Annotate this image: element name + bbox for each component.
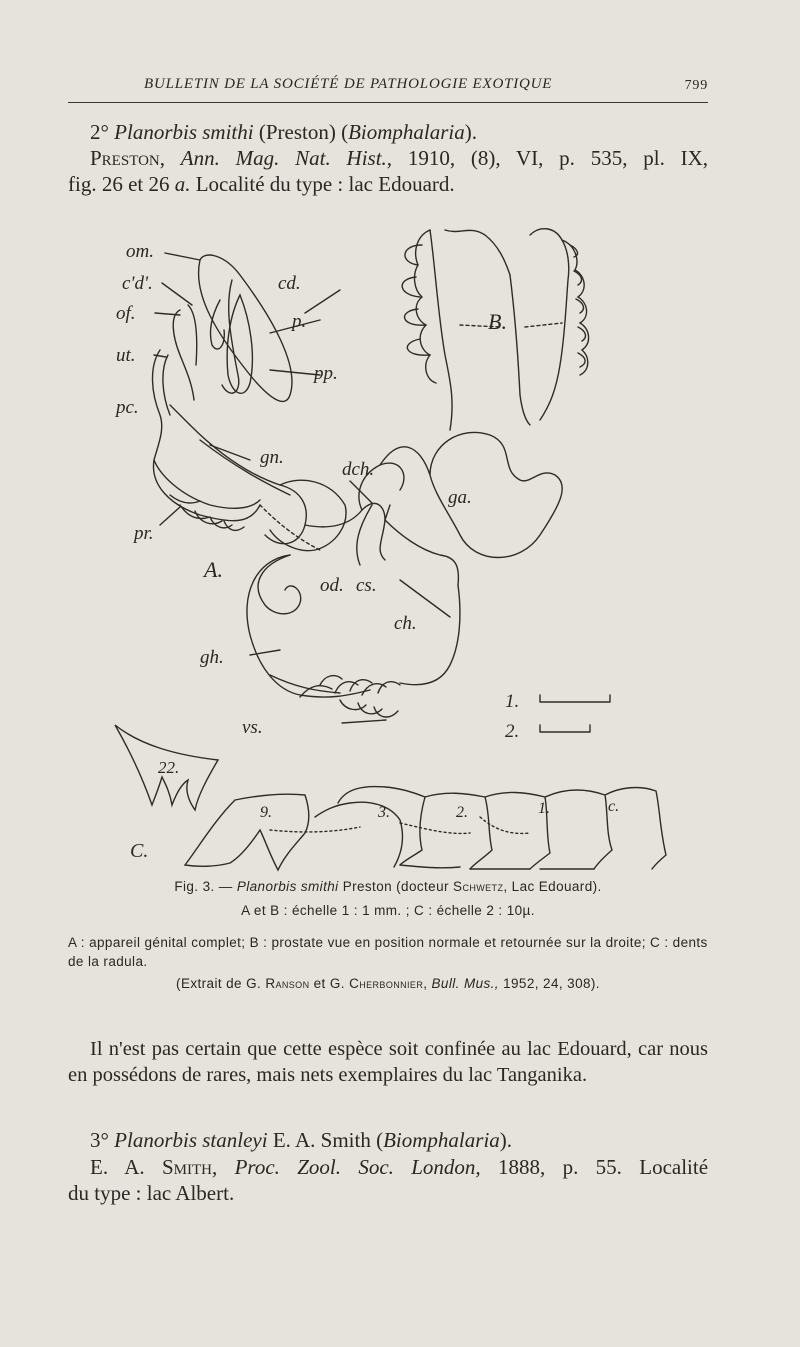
label-cd: cd. <box>278 273 301 294</box>
caption-figure-number: Fig. 3. — <box>174 879 233 894</box>
reference-line-2 <box>68 172 708 197</box>
reference-line-1 <box>90 146 708 171</box>
reference-figure-a: a. <box>174 172 191 196</box>
label-scale-1: 1. <box>505 691 520 712</box>
reference-details-3: 1888, p. 55. Localité <box>498 1155 709 1179</box>
label-tooth-3: 3. <box>378 804 390 821</box>
caption-source-prefix: (Extrait de G. <box>176 976 262 991</box>
label-pr: pr. <box>134 523 154 544</box>
label-ch: ch. <box>394 613 417 634</box>
label-vs: vs. <box>242 717 263 738</box>
caption-source-author-2: Cherbonnier, <box>349 976 428 991</box>
label-B: B. <box>488 309 507 334</box>
reference-3-line-2: du type : lac Albert. <box>68 1181 235 1205</box>
species-name: Planorbis smithi <box>114 120 254 144</box>
label-tooth-22: 22. <box>158 758 180 777</box>
label-tooth-1: 1. <box>538 800 550 817</box>
label-ga: ga. <box>448 487 472 508</box>
reference-author: Preston, <box>90 146 165 170</box>
running-header <box>68 74 708 103</box>
figure-caption-source <box>68 976 708 991</box>
label-gh: gh. <box>200 647 224 668</box>
label-scale-2: 2. <box>505 721 520 742</box>
label-od: od. <box>320 575 344 596</box>
species-author-3: E. A. Smith <box>272 1128 371 1152</box>
journal-title: BULLETIN DE LA SOCIÉTÉ DE PATHOLOGIE EXOTIQUE <box>144 76 553 92</box>
label-A: A. <box>204 557 223 582</box>
label-cs: cs. <box>356 575 377 596</box>
label-of: of. <box>116 303 136 324</box>
entry-number: 2° <box>90 120 109 144</box>
reference-figure: fig. 26 et 26 <box>68 172 170 196</box>
caption-collector: Schwetz, <box>453 879 508 894</box>
species-name-3: Planorbis stanleyi <box>114 1128 268 1152</box>
reference-details: 1910, (8), VI, p. 535, pl. IX, <box>407 146 709 170</box>
caption-species: Planorbis smithi <box>236 879 339 894</box>
reference-3-line-1 <box>90 1155 708 1180</box>
body-paragraph: Il n'est pas certain que cette espèce soit confinée au lac Edouard, car nous en possédons de rares, mais nets exemplaires du lac Tanganika. <box>68 1038 708 1086</box>
label-tooth-9: 9. <box>260 804 272 821</box>
label-pc: pc. <box>116 397 139 418</box>
reference-author-3: E. A. Smith, <box>90 1155 218 1179</box>
entry-number-3: 3° <box>90 1128 109 1152</box>
figure-caption-title <box>68 879 708 894</box>
species-heading-3: 3° Planorbis stanleyi E. A. Smith (Biomphalaria). <box>90 1128 513 1152</box>
label-C: C. <box>130 840 149 862</box>
figure-caption-legend: A : appareil génital complet; B : prostate vue en position normale et retournée sur la droite; C : dents de la radula. <box>68 935 708 969</box>
caption-source-details: 1952, 24, 308). <box>503 976 600 991</box>
species-author: (Preston) <box>258 120 336 144</box>
figure-caption-scale: A et B : échelle 1 : 1 mm. ; C : échelle 2 : 10µ. <box>241 903 535 918</box>
label-gn: gn. <box>260 447 284 468</box>
label-om: om. <box>126 241 154 262</box>
subgenus-name-3: Biomphalaria <box>383 1128 500 1152</box>
subgenus-name: Biomphalaria <box>348 120 465 144</box>
page-number: 799 <box>684 78 708 93</box>
label-dch: dch. <box>342 459 375 480</box>
caption-locality: Lac Edouard). <box>511 879 602 894</box>
species-heading-2: 2° Planorbis smithi (Preston) (Biomphalaria). <box>90 120 478 144</box>
label-ut: ut. <box>116 345 136 366</box>
reference-journal-3: Proc. Zool. Soc. London, <box>234 1155 481 1179</box>
label-tooth-c: c. <box>608 798 620 815</box>
label-cd-prime: c'd'. <box>122 273 153 294</box>
caption-source-journal: Bull. Mus., <box>431 976 499 991</box>
caption-source-mid: et G. <box>313 976 345 991</box>
anatomical-figure <box>100 205 700 875</box>
caption-source-author-1: Ranson <box>265 976 310 991</box>
label-p: p. <box>292 311 307 332</box>
caption-preston: Preston (docteur <box>342 879 449 894</box>
reference-locality: Localité du type : lac Edouard. <box>195 172 455 196</box>
label-tooth-2: 2. <box>456 804 468 821</box>
reference-journal: Ann. Mag. Nat. Hist., <box>180 146 393 170</box>
label-pp: pp. <box>314 363 338 384</box>
